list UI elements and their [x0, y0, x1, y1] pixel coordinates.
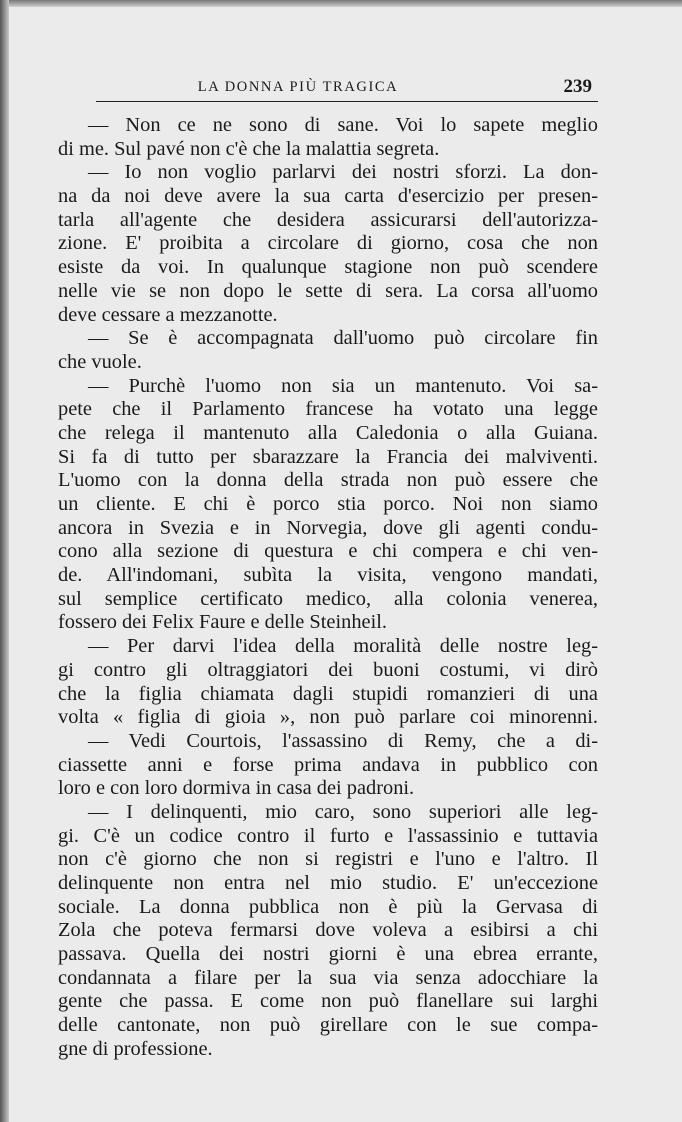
- text-line: Zola che poteva fermarsi dove voleva a esibirsi a chi: [58, 919, 598, 942]
- text-line: fossero dei Felix Faure e delle Steinheil.: [58, 611, 387, 634]
- text-line: delle cantonate, non può girellare con le sue compa-: [58, 1014, 598, 1037]
- page-left-edge: [0, 0, 9, 1122]
- text-line: cono alla sezione di questura e chi compera e chi ven-: [58, 540, 598, 563]
- text-line: nelle vie se non dopo le sette di sera. La corsa all'uomo: [58, 279, 598, 302]
- text-line: — Vedi Courtois, l'assassino di Remy, che a di-: [88, 729, 598, 752]
- text-line: pete che il Parlamento francese ha votato una legge: [58, 398, 598, 421]
- text-line: volta « figlia di gioia », non può parlare coi minorenni.: [58, 706, 598, 729]
- text-line: — Purchè l'uomo non sia un mantenuto. Voi sa-: [88, 374, 598, 397]
- text-line: di me. Sul pavé non c'è che la malattia segreta.: [58, 137, 440, 160]
- text-line: delinquente non entra nel mio studio. E' un'eccezione: [58, 872, 598, 894]
- text-line: — Io non voglio parlarvi dei nostri sforzi. La don-: [88, 161, 598, 184]
- running-head: [96, 76, 596, 100]
- text-line: L'uomo con la donna della strada non può essere che: [58, 469, 598, 492]
- page-top-edge: [0, 0, 682, 7]
- text-line: gi. C'è un codice contro il furto e l'assassinio e tuttavia: [58, 824, 598, 847]
- header-rule: [96, 101, 598, 102]
- text-line: sul semplice certificato medico, alla colonia venerea,: [58, 587, 598, 610]
- text-line: na da noi deve avere la sua carta d'esercizio per presen-: [58, 185, 598, 208]
- text-line: — Se è accompagnata dall'uomo può circolare fin: [88, 327, 598, 350]
- text-line: Si fa di tutto per sbarazzare la Francia dei malviventi.: [58, 445, 598, 468]
- text-line: passava. Quella dei nostri giorni è una ebrea errante,: [58, 943, 598, 966]
- text-line: tarla all'agente che desidera assicurarsi dell'autorizza-: [58, 208, 598, 231]
- running-title: LA DONNA PIÙ TRAGICA: [197, 79, 399, 95]
- text-line: — Non ce ne sono di sane. Voi lo sapete meglio: [88, 114, 598, 136]
- text-line: sociale. La donna pubblica non è più la Gervasa di: [58, 895, 598, 918]
- body-text: [58, 114, 598, 1062]
- text-line: condannata a filare per la sua via senza adocchiare la: [58, 966, 598, 989]
- text-line: ciassette anni e forse prima andava in pubblico con: [58, 753, 598, 776]
- text-line: che la figlia chiamata dagli stupidi romanzieri di una: [58, 682, 598, 705]
- text-line: — Per darvi l'idea della moralità delle nostre leg-: [88, 635, 598, 658]
- text-line: de. All'indomani, subìta la visita, vengono mandati,: [58, 564, 598, 587]
- text-line: gne di professione.: [58, 1037, 213, 1060]
- text-line: deve cessare a mezzanotte.: [58, 303, 278, 326]
- text-line: gente che passa. E come non può flanellare sui larghi: [58, 990, 598, 1013]
- text-line: che relega il mantenuto alla Caledonia o alla Guiana.: [58, 421, 598, 444]
- text-line: — I delinquenti, mio caro, sono superiori alle leg-: [88, 800, 598, 823]
- text-line: zione. E' proibita a circolare di giorno, cosa che non: [58, 232, 598, 255]
- text-line: loro e con loro dormiva in casa dei padroni.: [58, 777, 415, 800]
- text-line: ancora in Svezia e in Norvegia, dove gli agenti condu-: [58, 516, 598, 539]
- text-line: non c'è giorno che non si registri e l'uno e l'altro. Il: [58, 848, 598, 871]
- page-number: 239: [563, 76, 592, 97]
- text-line: esiste da voi. In qualunque stagione non può scendere: [58, 256, 598, 279]
- text-line: gi contro gli oltraggiatori dei buoni costumi, vi dirò: [58, 658, 598, 681]
- text-line: che vuole.: [58, 350, 142, 373]
- text-line: un cliente. E chi è porco stia porco. Noi non siamo: [58, 493, 598, 515]
